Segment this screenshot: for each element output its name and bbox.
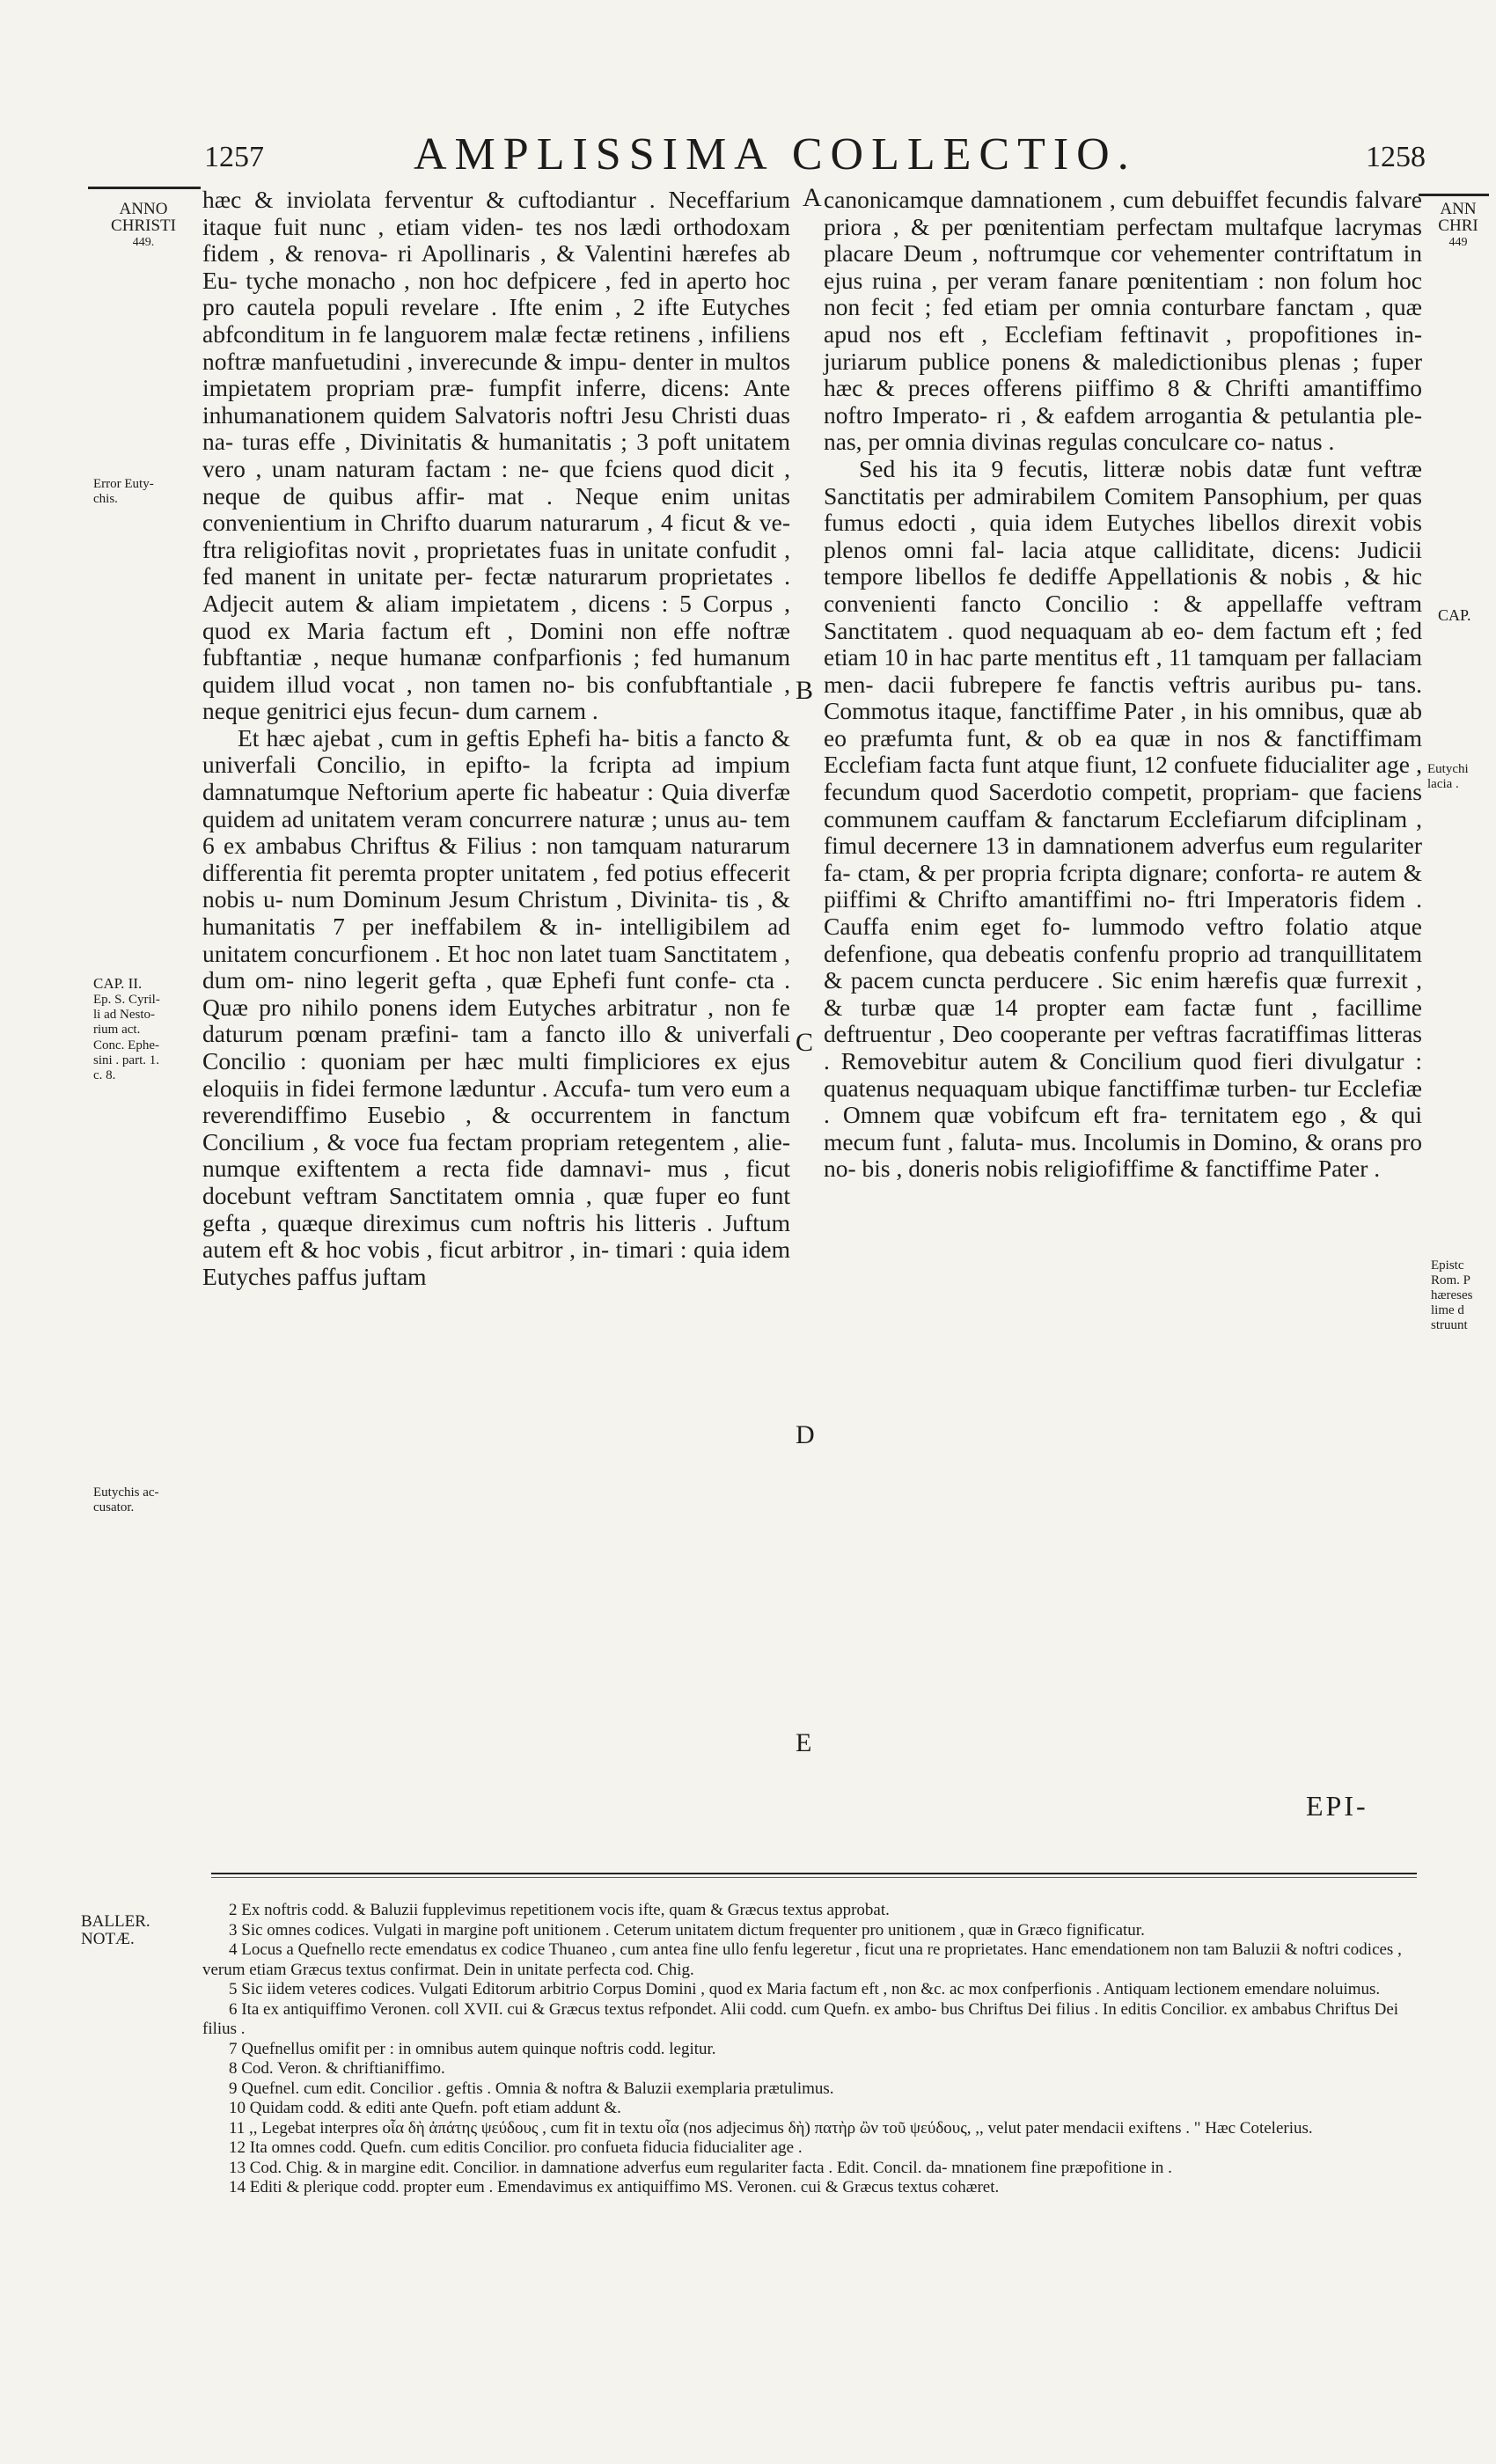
footnote: 8 Cod. Veron. & chriftianiffimo. bbox=[229, 2059, 445, 2078]
margin-line: cusator. bbox=[93, 1500, 135, 1514]
margin-line: sini . part. 1. bbox=[93, 1052, 159, 1067]
margin-line: li ad Nesto- bbox=[93, 1008, 155, 1023]
margin-line: lime d bbox=[1431, 1303, 1464, 1317]
margin-eutychis-accusator bbox=[93, 1485, 197, 1515]
section-letter-c: C bbox=[796, 1028, 814, 1057]
footnote: 14 Editi & plerique codd. propter eum . Emendavimus ex antiquiffimo MS. Veronen. cui & Græcus textus cohæret. bbox=[229, 2178, 1000, 2196]
paragraph: Et hæc ajebat , cum in geftis Ephefi ha- bitis a fancto & univerfali Concilio, in epifto- la fcripta ad impium damnatumque Neftorium aperte fic habeatur : Quia diverfæ quidem ad unitatem veram concurrere naturæ ; unus au- tem 6 ex ambabus Chriftus & Filius : non tamquam naturarum differentia fit peremta propter unitatem , fed potius effecerit nobis u- num Dominum Jesum Christum , Divinita- tis , & humanitatis 7 per ineffabilem & in- intelligibilem ad unitatem concurfionem . Et hoc non latet tuam Sanctitatem , dum om- nino legerit gefta , quæ Ephefi funt confe- cta . Quæ pro nihilo ponens idem Eutyches arbitratur , non fe daturum pœnam præfini- tam a fancto illo & univerfali Concilio : quoniam per hæc multi fimpliciores ex ejus eloquiis in fidei fermone læduntur . Accufa- tum vero eum a reverendiffimo Eusebio , & occurrentem in fanctum Concilium , & voce fua fectam propriam retegentem , alie- numque exiftentem a recta fide damnavi- mus , ficut docebunt veftram Sanctitatem omnia , quæ fuper eo funt gefta , quæque direximus cum noftris his litteris . Juftum autem eft & hoc vobis , ficut arbitror , in- timari : quia idem Eutyches paffus juftam bbox=[202, 723, 790, 1290]
section-letter-b: B bbox=[796, 676, 814, 705]
header-rule-left bbox=[88, 187, 201, 189]
paragraph: canonicamque damnationem , cum debuiffet fecundis falvare priora , & per pœnitentiam perfectam multafque lacrymas placare Deum , noftrumque cor vehementer contriftatum in ejus ruina , per veram fanare pœnitentiam : non folum hoc non fecit ; fed etiam per omnia conturbare fanctam , quæ apud nos eft , Ecclefiam feftinavit , propofitiones in- juriarum publice ponens & maledictionibus plenas ; fuper hæc & preces offerens piiffimo 8 & Chrifti amantiffimo noftro Imperato- ri , & eafdem arrogantia & petulantia ple- nas, per omnia divinas regulas conculcare co- natus . bbox=[824, 186, 1422, 456]
margin-epistola-rom bbox=[1431, 1258, 1494, 1333]
footnote: 7 Quefnellus omifit per : in omnibus autem quinque noftris codd. legitur. bbox=[229, 2039, 716, 2058]
margin-line: Rom. P bbox=[1431, 1273, 1471, 1287]
anno-christi-left bbox=[95, 201, 192, 251]
section-letter-e: E bbox=[796, 1728, 812, 1757]
running-header bbox=[0, 128, 1496, 181]
footnote: 11 ,, Legebat interpres οἷα δὴ ἀπάτης ψεύδους , cum fit in textu οἷα (nos adjecimus δὴ) πατὴρ ὢν τοῦ ψεύδους, ,, velut pater mendacii exiftens . " Hæc Cotelerius. bbox=[229, 2118, 1313, 2138]
page-number-left: 1257 bbox=[204, 141, 264, 173]
footnote-rule-thin bbox=[211, 1877, 1417, 1878]
margin-line: Epistc bbox=[1431, 1258, 1464, 1272]
anno-label: ANNO bbox=[119, 200, 168, 218]
footnote: 10 Quidam codd. & editi ante Quefn. poft etiam addunt &. bbox=[229, 2099, 621, 2117]
margin-line: NOTÆ. bbox=[81, 1930, 135, 1948]
margin-line: struunt bbox=[1431, 1318, 1468, 1332]
margin-cap-ii: CAP. II. bbox=[93, 975, 143, 992]
margin-line: Error Euty- bbox=[93, 477, 154, 491]
margin-line: rium act. bbox=[93, 1023, 141, 1038]
margin-eutychi-fallacia bbox=[1427, 762, 1494, 792]
footnote: 4 Locus a Quefnello recte emendatus ex codice Thuaneo , cum antea fine ullo fenfu legeretur , ficut una re proprietates. Hanc emendationem non tam Baluzii & noftri codices , verum etiam Græcus textus confirmat. Dein in unitate perfecta cod. Chig. bbox=[202, 1940, 1402, 1979]
paragraph: hæc & inviolata ferventur & cuftodiantur . Neceffarium itaque fuit nunc , etiam viden- tes nos lædi orthodoxam fidem , & renova- ri Apollinaris , & Valentini hærefes ab Eu- tyche monacho , non hoc defpicere , fed in aperto hoc pro cautela populi revelare . Ifte enim , 2 ifte Eutyches abfconditum in fe languorem malæ fectæ retinens , infiliens noftræ manfuetudini , inverecunde & impu- denter in multos impietatem propriam præ- fumpfit inferre, dicens: Ante inhumanationem quidem Salvatoris noftri Jesu Christi duas na- turas effe , Divinitatis & humanitatis ; 3 poft unitatem vero , unam naturam factam : ne- que fciens quod dicit , neque de quibus affir- mat . Neque enim unitas convenientium in Chrifto duarum naturarum , 4 ficut & ve- ftra religiofitas novit , proprietates fuas in unitate confudit , fed manent in unitate per- fectæ naturarum proprietates . Adjecit autem & aliam impietatem , dicens : 5 Corpus , quod ex Maria factum eft , Domini non effe noftræ fubftantiæ , neque humanæ confparfionis ; fed humanum quidem illud vocat , non tamen no- bis confubftantiale , neque genitrici ejus fecun- dum carnem . bbox=[202, 186, 790, 725]
margin-line: c. 8. bbox=[93, 1068, 116, 1083]
christi-label: CHRI bbox=[1438, 216, 1478, 235]
section-letter-a: A bbox=[803, 183, 822, 212]
year-label: 449. bbox=[132, 236, 155, 249]
margin-error-eutychis bbox=[93, 477, 197, 507]
margin-ep-cyrilli bbox=[93, 993, 197, 1083]
margin-line: BALLER. bbox=[81, 1912, 150, 1931]
page-number-right: 1258 bbox=[1366, 141, 1426, 173]
margin-line: Eutychis ac- bbox=[93, 1485, 159, 1500]
margin-line: Ep. S. Cyril- bbox=[93, 993, 160, 1007]
text-column-right bbox=[824, 187, 1422, 1183]
margin-cap-right: CAP. bbox=[1438, 606, 1471, 624]
christi-label: CHRISTI bbox=[111, 216, 176, 235]
margin-baller-notae bbox=[81, 1913, 195, 1948]
footnote: 6 Ita ex antiquiffimo Veronen. coll XVII. cui & Græcus textus refpondet. Alii codd. cum Quefn. ex ambo- bus Chriftus Dei filius . In editis Concilior. ex ambabus Chriftus Dei filius . bbox=[202, 1999, 1399, 2038]
year-label: 449 bbox=[1448, 236, 1468, 249]
footnote: 5 Sic iidem veteres codices. Vulgati Editorum arbitrio Corpus Domini , quod ex Maria factum eft , non &c. ac mox confperfionis . Antiquam lectionem emendare noluimus. bbox=[229, 1980, 1381, 1998]
header-rule-right bbox=[1419, 194, 1489, 196]
margin-line: Eutychi bbox=[1427, 762, 1469, 776]
footnote: 9 Quefnel. cum edit. Concilior . geftis . Omnia & noftra & Baluzii exemplaria prætulimus. bbox=[229, 2079, 834, 2098]
section-letter-d: D bbox=[796, 1420, 815, 1449]
running-title: AMPLISSIMA COLLECTIO. bbox=[414, 129, 1137, 180]
footnote-rule bbox=[211, 1873, 1417, 1874]
footnote: 13 Cod. Chig. & in margine edit. Concilior. in damnatione adverfus eum regulariter facta . Edit. Concil. da- mnationem fine præpofitione in . bbox=[229, 2158, 1172, 2177]
margin-line: hæreses bbox=[1431, 1288, 1473, 1302]
margin-line: Conc. Ephe- bbox=[93, 1038, 159, 1052]
anno-christi-right bbox=[1424, 201, 1492, 251]
paragraph: Sed his ita 9 fecutis, litteræ nobis datæ funt veftræ Sanctitatis per admirabilem Comitem Pansophium, per quas fumus edocti , quia idem Eutyches libellos direxit vobis plenos omni fal- lacia atque calliditate, dicens: Judicii tempore libellos fe dediffe Appellationis & nobis , & hic convenienti fancto Concilio : & appellaffe veftram Sanctitatem . quod nequaquam ab eo- dem factum eft ; fed etiam 10 in hac parte mentitus eft , 11 tamquam per fallaciam men- dacii fubrepere fe fanctis veftris auribus pu- tans. Commotus itaque, fanctiffime Pater , in his omnibus, quæ ab eo præfumta funt, & ob ea quæ in nos & fanctiffimam Ecclefiam facta funt atque fiunt, 12 confuete fiducialiter age , fecundum quod Sacerdotio competit, propriam- que faciens communem cauffam & fanctarum Ecclefiarum difciplinam , fimul decernere 13 in damnationem adverfus eum regulariter fa- ctam, & per propria fcripta dignare; conforta- re autem & piiffimi & Chrifto amantiffimi no- ftri Imperatoris fidem . Cauffa enim eget fo- lummodo veftro folatio atque defenfione, qua debeatis confenfu proprio ad tranquillitatem & pacem cuncta perducere . Sic enim hærefis quæ furrexit , & turbæ quæ 14 propter eam factæ funt , facillime deftruentur , Deo cooperante per veftras facratiffimas litteras . Removebitur autem & Concilium quod fieri divulgatur : quatenus nequaquam ubique fanctiffimæ turben- tur Ecclefiæ . Omnem quæ vobifcum eft fra- ternitatem ego , & qui mecum funt , faluta- mus. Incolumis in Domino, & orans pro no- bis , doneris nobis religiofiffime & fanctiffime Pater . bbox=[824, 454, 1422, 1183]
footnote: 12 Ita omnes codd. Quefn. cum editis Concilior. pro confueta fiducia fiducialiter age . bbox=[229, 2138, 803, 2157]
footnote: 3 Sic omnes codices. Vulgati in margine poft unitionem . Ceterum unitatem dictum frequenter pro unitionem , quæ in Græco fignificatur. bbox=[229, 1920, 1145, 1940]
anno-label: ANN bbox=[1440, 200, 1477, 218]
footnotes bbox=[202, 1901, 1426, 2198]
margin-line: lacia . bbox=[1427, 777, 1459, 791]
margin-line: chis. bbox=[93, 492, 118, 506]
footnote: 2 Ex noftris codd. & Baluzii fupplevimus repetitionem vocis ifte, quam & Græcus textus approbat. bbox=[229, 1901, 890, 1919]
catchword: EPI- bbox=[1306, 1790, 1368, 1822]
text-column-left bbox=[202, 187, 790, 1290]
